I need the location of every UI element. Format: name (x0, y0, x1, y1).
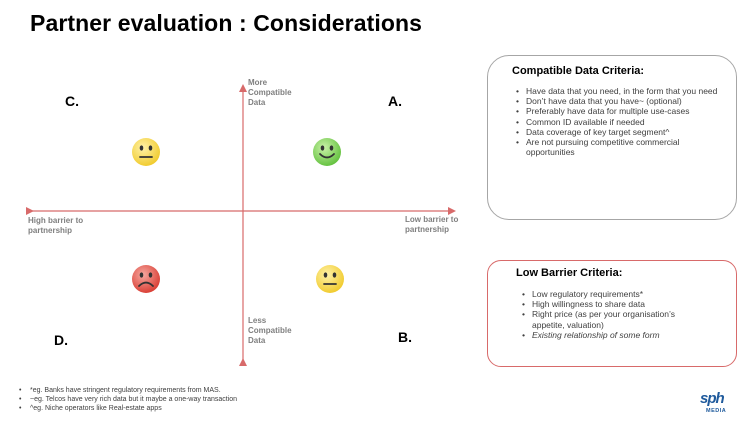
list-item: • Existing relationship of some form (532, 330, 722, 340)
compatible-data-criteria-box (487, 55, 737, 220)
compatible-data-criteria-list (512, 86, 722, 157)
quadrant-label-a: A. (388, 93, 402, 109)
smiley-happy-icon (312, 137, 342, 167)
smiley-sad-icon (131, 264, 161, 294)
compatible-data-criteria-title: Compatible Data Criteria: (512, 65, 645, 77)
low-barrier-criteria-list (518, 289, 722, 340)
list-item: • Preferably have data for multiple use-cases (526, 106, 722, 116)
list-item: • High willingness to share data (532, 299, 722, 309)
smiley-neutral-icon (315, 264, 345, 294)
logo-mark: sph (700, 390, 724, 407)
logo-text: MEDIA (706, 408, 727, 414)
footnote: • ~eg. Telcos have very rich data but it maybe a one-way transaction (30, 395, 237, 404)
list-item: • Low regulatory requirements* (532, 289, 722, 299)
quadrant-label-b: B. (398, 329, 412, 345)
list-item: • Have data that you need, in the form that you need (526, 86, 722, 96)
axis-label-high-barrier: High barrier to partnership (28, 216, 84, 235)
list-item: • Are not pursuing competitive commercial opportunities (526, 137, 722, 157)
list-item: • Common ID available if needed (526, 117, 722, 127)
low-barrier-criteria-box (487, 260, 737, 367)
smiley-neutral-icon (131, 137, 161, 167)
list-item: • Data coverage of key target segment^ (526, 127, 722, 137)
list-item: • Don’t have data that you have~ (optional) (526, 96, 722, 106)
page-title: Partner evaluation : Considerations (30, 10, 423, 36)
footnotes (14, 386, 237, 413)
quadrant-label-c: C. (65, 93, 79, 109)
footnote: • ^eg. Niche operators like Real-estate apps (30, 404, 237, 413)
axis-label-less-compatible: Less Compatible Data (248, 316, 292, 345)
axis-label-more-compatible: More Compatible Data (248, 78, 292, 107)
low-barrier-criteria-title: Low Barrier Criteria: (516, 267, 623, 279)
quadrant-label-d: D. (54, 332, 68, 348)
list-item: • Right price (as per your organisation’s appetite, valuation) (532, 309, 722, 329)
footnote: • *eg. Banks have stringent regulatory requirements from MAS. (30, 386, 237, 395)
axis-label-low-barrier: Low barrier to partnership (405, 215, 459, 234)
sph-media-logo (700, 391, 738, 417)
